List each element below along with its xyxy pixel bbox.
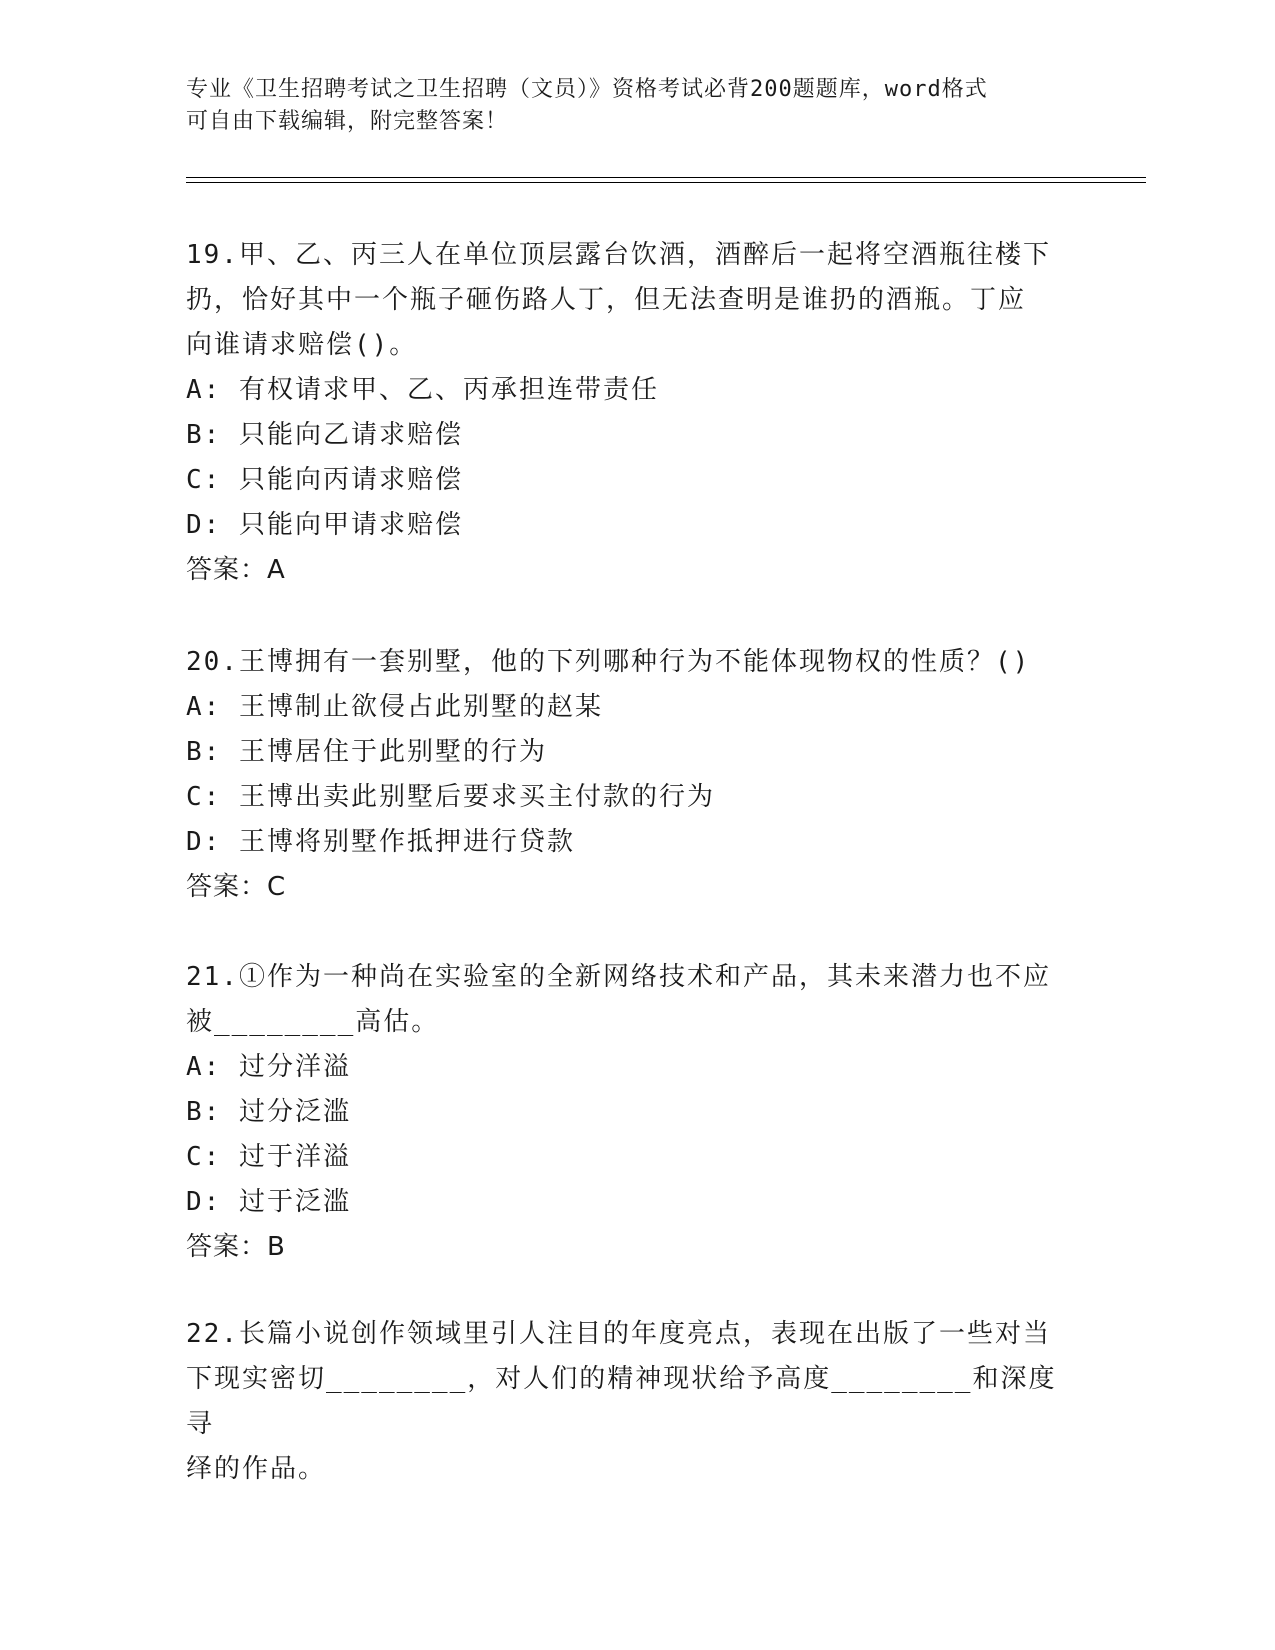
option-a: A: 王博制止欲侵占此别墅的赵某 — [186, 692, 603, 722]
option-b: B: 只能向乙请求赔偿 — [186, 420, 463, 450]
header-line-1: 专业《卫生招聘考试之卫生招聘（文员）》资格考试必背200题题库，word格式 — [186, 77, 988, 102]
header-divider-top — [186, 177, 1146, 178]
question-19 — [186, 233, 1066, 593]
header-line-2: 可自由下载编辑，附完整答案！ — [186, 109, 509, 134]
question-stem-line: 22.长篇小说创作领域里引人注目的年度亮点，表现在出版了一些对当 — [186, 1319, 1051, 1349]
option-b: B: 过分泛滥 — [186, 1097, 351, 1127]
question-stem-line: 绎的作品。 — [186, 1454, 327, 1484]
question-20 — [186, 640, 1066, 910]
option-c: C: 王博出卖此别墅后要求买主付款的行为 — [186, 782, 715, 812]
answer: 答案：A — [186, 555, 286, 585]
option-a: A: 有权请求甲、乙、丙承担连带责任 — [186, 375, 659, 405]
document-header — [186, 74, 1086, 138]
option-d: D: 王博将别墅作抵押进行贷款 — [186, 827, 575, 857]
question-stem-line: 19.甲、乙、丙三人在单位顶层露台饮酒，酒醉后一起将空酒瓶往楼下 — [186, 240, 1051, 270]
header-divider-bottom — [186, 182, 1146, 183]
option-b: B: 王博居住于此别墅的行为 — [186, 737, 547, 767]
answer: 答案：B — [186, 1232, 286, 1262]
question-21 — [186, 955, 1066, 1270]
question-stem-line: 20.王博拥有一套别墅，他的下列哪种行为不能体现物权的性质？() — [186, 647, 1031, 677]
option-d: D: 只能向甲请求赔偿 — [186, 510, 463, 540]
question-stem-line: 向谁请求赔偿()。 — [186, 330, 418, 360]
question-stem-line: 下现实密切________，对人们的精神现状给予高度________和深度寻 — [186, 1364, 1057, 1439]
option-a: A: 过分洋溢 — [186, 1052, 351, 1082]
question-stem-line: 21.①作为一种尚在实验室的全新网络技术和产品，其未来潜力也不应 — [186, 962, 1051, 992]
answer: 答案：C — [186, 872, 287, 902]
question-22 — [186, 1312, 1066, 1492]
option-d: D: 过于泛滥 — [186, 1187, 351, 1217]
question-stem-line: 被________高估。 — [186, 1007, 440, 1037]
option-c: C: 只能向丙请求赔偿 — [186, 465, 463, 495]
question-stem-line: 扔，恰好其中一个瓶子砸伤路人丁，但无法查明是谁扔的酒瓶。丁应 — [186, 285, 1027, 315]
option-c: C: 过于洋溢 — [186, 1142, 351, 1172]
